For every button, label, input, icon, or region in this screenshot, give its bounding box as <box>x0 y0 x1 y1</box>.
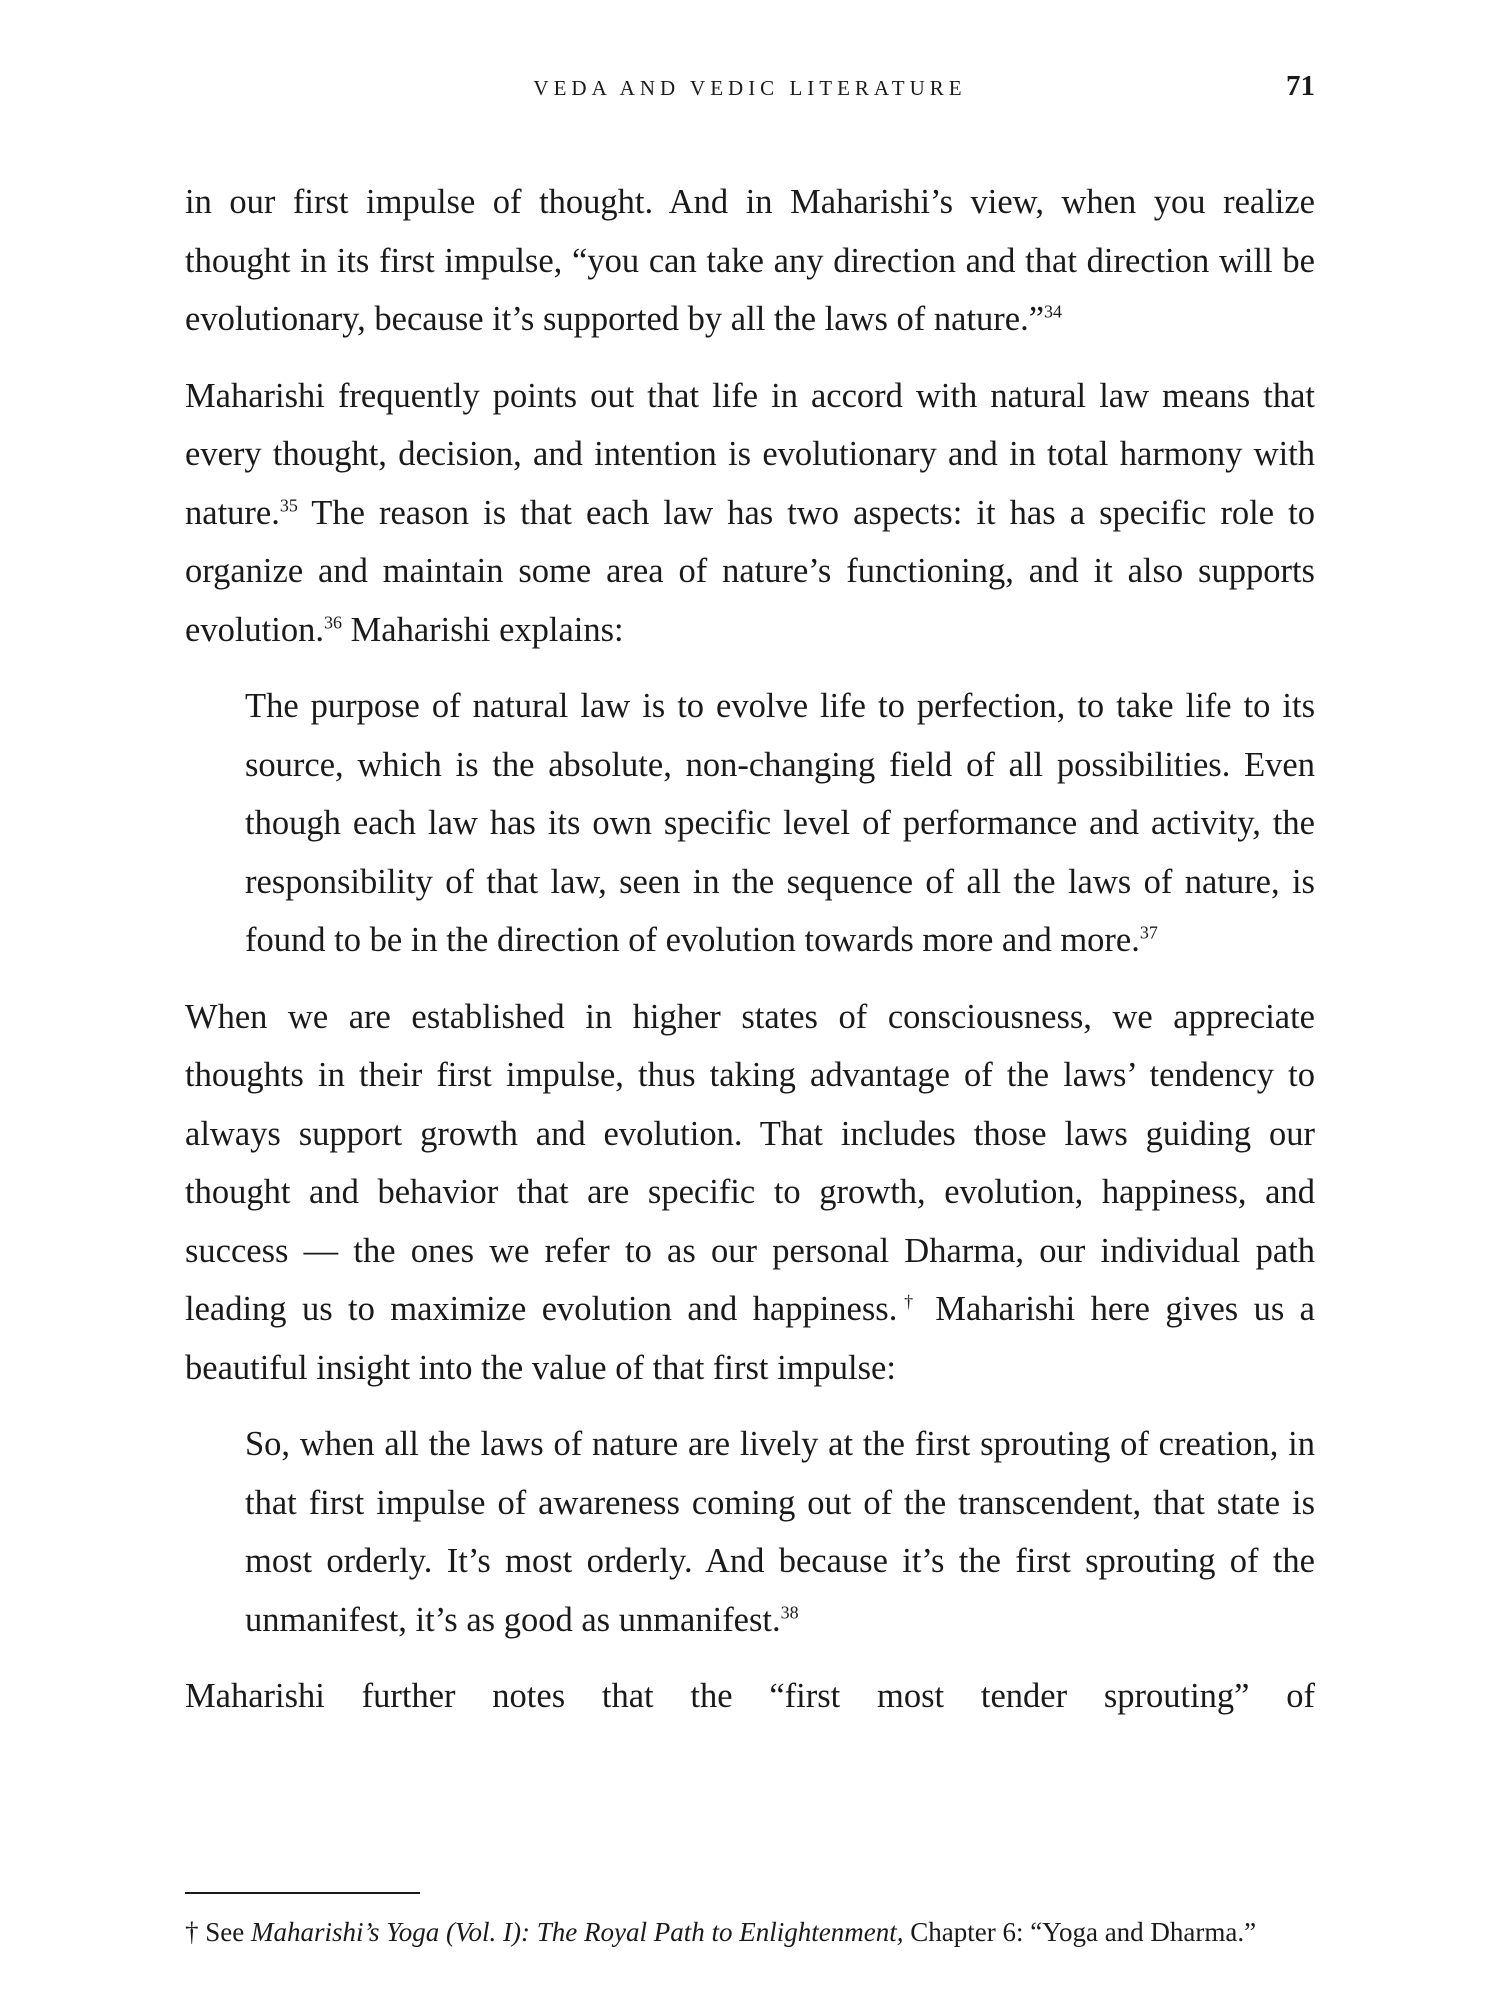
footnote <box>185 1912 1315 1952</box>
footnote-prefix: See <box>198 1917 251 1947</box>
paragraph-3-text-b: Maharishi here gives us a beautiful insight into the value of that first impulse: <box>185 1290 1315 1387</box>
block-quote-1-text: The purpose of natural law is to evolve life to perfection, to take life to its source, which is the absolute, non-changing field of all possibilities. Even though each law has its own specific level of performance and activity, the responsibility of that law, seen in the sequence of all the laws of nature, is found to be in the direction of evolution towards more and more. <box>245 687 1315 959</box>
running-title: VEDA AND VEDIC LITERATURE <box>533 76 967 100</box>
running-header <box>185 70 1315 110</box>
footnote-book-title: Maharishi’s Yoga (Vol. I): The Royal Path to Enlightenment, <box>250 1917 904 1947</box>
paragraph-2 <box>185 367 1315 660</box>
paragraph-2-text-a: Maharishi frequently points out that life in accord with natural law means that every thought, decision, and intention is evolutionary and in total harmony with nature. <box>185 376 1315 532</box>
paragraph-1 <box>185 173 1315 349</box>
paragraph-3 <box>185 988 1315 1398</box>
block-quote-2 <box>245 1415 1315 1649</box>
block-quote-1 <box>245 677 1315 970</box>
endnote-ref-37: 37 <box>1139 922 1158 943</box>
footnote-suffix: Chapter 6: “Yoga and Dharma.” <box>903 1917 1257 1947</box>
endnote-ref-35: 35 <box>279 495 298 515</box>
endnote-ref-34: 34 <box>1044 301 1063 322</box>
body-text <box>185 173 1315 1726</box>
endnote-ref-36: 36 <box>323 612 342 632</box>
block-quote-2-text: So, when all the laws of nature are lively at the first sprouting of creation, in that first impulse of awareness coming out of the transcendent, that state is most orderly. It’s most orderly. And because it’s the first sprouting of the unmanifest, it’s as good as unmanifest. <box>245 1425 1315 1639</box>
paragraph-2-text-c: Maharishi explains: <box>341 610 624 649</box>
paragraph-4 <box>185 1667 1315 1726</box>
paragraph-1-text: in our first impulse of thought. And in Maharishi’s view, when you realize thought in its first impulse, “you can take any direction and that direction will be evolutionary, because it’s supported by all the laws of nature.” <box>185 183 1315 338</box>
footnote-rule <box>185 1892 420 1894</box>
paragraph-3-text-a: When we are established in higher states of consciousness, we appreciate thoughts in their first impulse, thus taking advantage of the laws’ tendency to always support growth and evolution. That includes those laws guiding our thought and behavior that are specific to growth, evolution, happiness, and success — the ones we refer to as our personal Dharma, our individual path leading us to maximize evolution and happiness. <box>185 997 1315 1328</box>
paragraph-4-text: Maharishi further notes that the “first most tender sprouting” of <box>185 1677 1315 1715</box>
footnote-marker: † <box>185 1917 199 1947</box>
paragraph-2-text-b: The reason is that each law has two aspects: it has a specific role to organize and maintain some area of nature’s functioning, and it also supports evolution. <box>185 493 1315 649</box>
page-number: 71 <box>1286 70 1315 102</box>
footnote-ref-dagger: † <box>897 1291 920 1312</box>
endnote-ref-38: 38 <box>780 1602 799 1622</box>
